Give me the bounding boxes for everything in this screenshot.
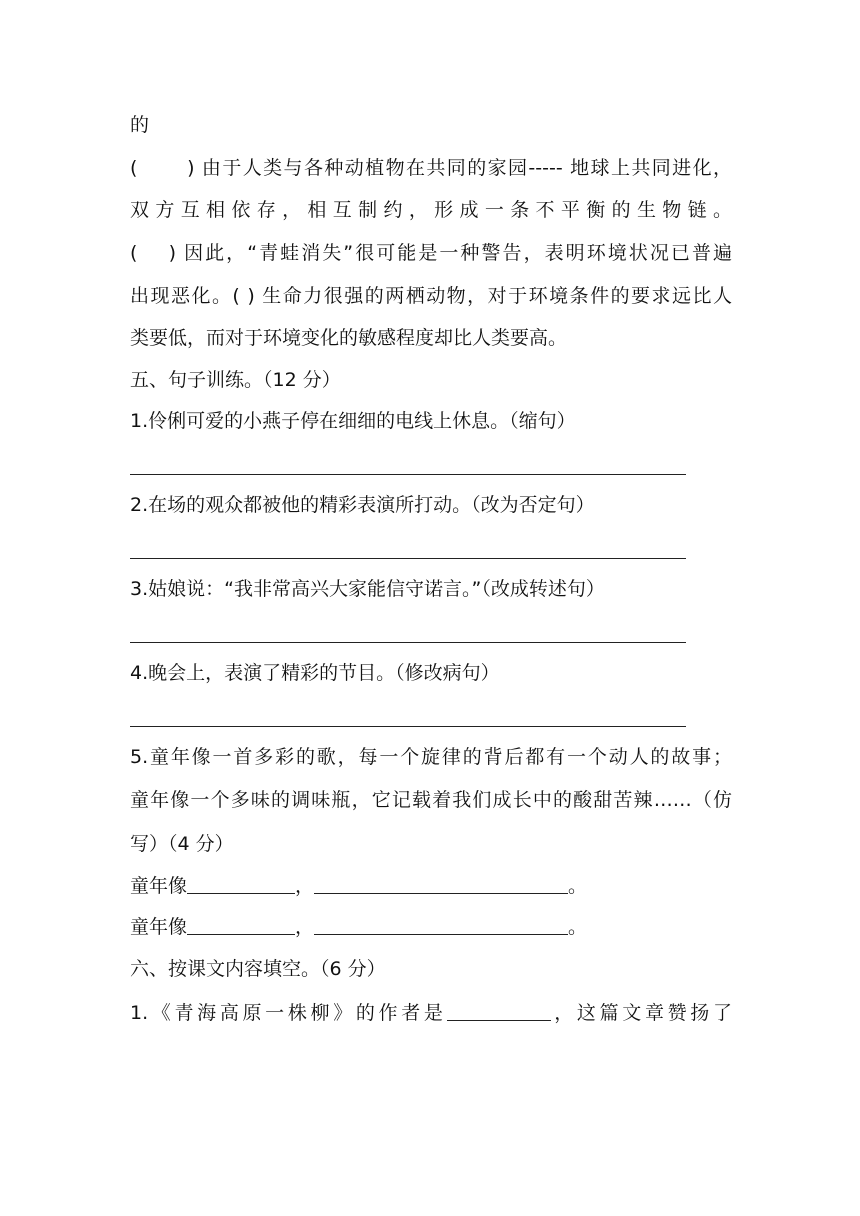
question-text: 1.伶俐可爱的小燕子停在细细的电线上休息。（缩句） bbox=[130, 410, 576, 432]
question-prefix: 1.《青海高原一株柳》的作者是 bbox=[130, 1002, 447, 1024]
question-text: 写）（4 分） bbox=[130, 833, 234, 855]
fill-row bbox=[130, 914, 587, 940]
answer-line[interactable] bbox=[130, 474, 686, 475]
text-line: ( ) 由于人类与各种动植物在共同的家园----- 地球上共同进化， bbox=[130, 157, 732, 179]
question-text: 4.晚会上，表演了精彩的节目。（修改病句） bbox=[130, 662, 500, 684]
fill-end: 。 bbox=[568, 875, 588, 897]
text-line: 的 bbox=[130, 114, 150, 136]
fill-prefix: 童年像 bbox=[130, 875, 188, 897]
question-text: 童年像一个多味的调味瓶，它记载着我们成长中的酸甜苦辣……（仿 bbox=[130, 789, 732, 811]
question-text bbox=[130, 1000, 732, 1026]
blank-field[interactable] bbox=[187, 914, 295, 935]
fill-comma: ， bbox=[295, 875, 315, 897]
section-title: 五、句子训练。（12 分） bbox=[130, 369, 341, 391]
answer-line[interactable] bbox=[130, 642, 686, 643]
text-line: 双方互相依存，相互制约，形成一条不平衡的生物链。 bbox=[130, 199, 732, 221]
blank-field[interactable] bbox=[447, 1000, 551, 1021]
text-line: ( ) 因此，“青蛙消失”很可能是一种警告，表明环境状况已普遍 bbox=[130, 242, 732, 264]
blank-field[interactable] bbox=[187, 873, 295, 894]
text-line: 出现恶化。( ) 生命力很强的两栖动物，对于环境条件的要求远比人 bbox=[130, 285, 732, 307]
fill-prefix: 童年像 bbox=[130, 916, 188, 938]
answer-line[interactable] bbox=[130, 726, 686, 727]
question-text: 3.姑娘说：“我非常高兴大家能信守诺言。”（改成转述句） bbox=[130, 578, 605, 600]
section-title: 六、按课文内容填空。（6 分） bbox=[130, 958, 386, 980]
blank-field[interactable] bbox=[314, 873, 568, 894]
question-text: 2.在场的观众都被他的精彩表演所打动。（改为否定句） bbox=[130, 494, 595, 516]
fill-end: 。 bbox=[568, 916, 588, 938]
question-text: 5.童年像一首多彩的歌，每一个旋律的背后都有一个动人的故事； bbox=[130, 746, 732, 768]
answer-line[interactable] bbox=[130, 558, 686, 559]
blank-field[interactable] bbox=[314, 914, 568, 935]
text-line: 类要低，而对于环境变化的敏感程度却比人类要高。 bbox=[130, 327, 568, 349]
question-suffix: ，这篇文章赞扬了 bbox=[550, 1002, 732, 1024]
fill-comma: ， bbox=[295, 916, 315, 938]
fill-row bbox=[130, 873, 587, 899]
